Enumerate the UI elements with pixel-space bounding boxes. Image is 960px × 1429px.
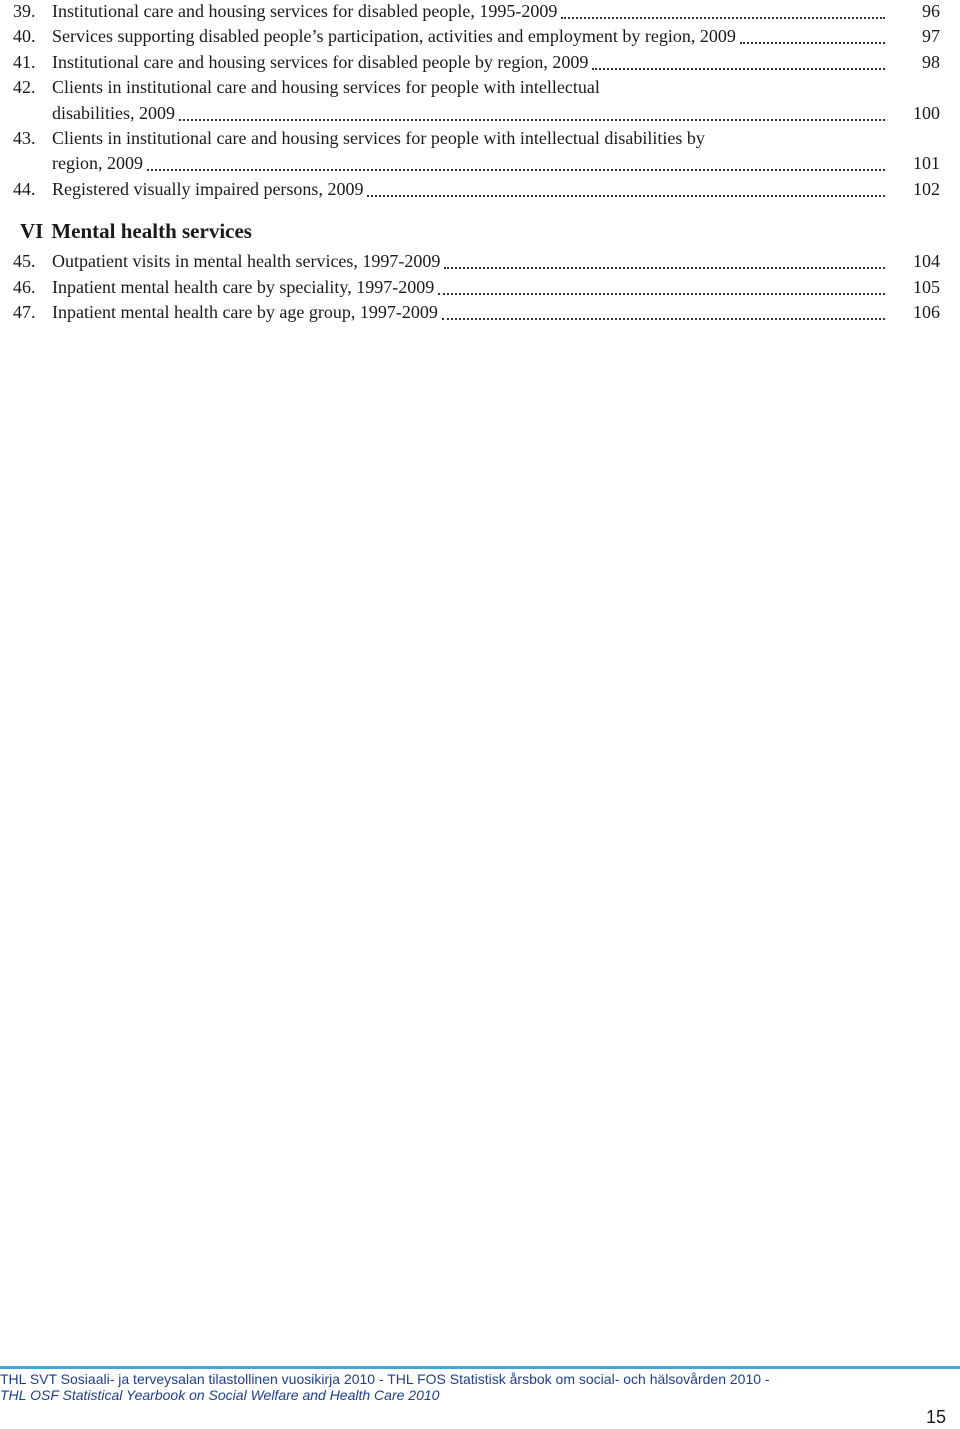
toc-entry[interactable] <box>0 0 960 24</box>
toc-entry[interactable] <box>0 126 960 177</box>
toc-entry-number: 43. <box>13 128 36 148</box>
toc-entry-page-number: 97 <box>922 26 940 47</box>
toc-entry-page-number: 96 <box>922 1 940 21</box>
toc-entry-title: Inpatient mental health care by age group, 1997-2009 <box>52 302 438 322</box>
dot-leader <box>442 318 885 320</box>
toc-entry-page-number: 105 <box>913 276 940 297</box>
section-roman-numeral: VI <box>20 219 44 244</box>
toc-entry-title: Institutional care and housing services for disabled people, 1995-2009 <box>52 1 558 21</box>
toc-entry-title: region, 2009 <box>52 153 143 174</box>
toc-entry[interactable] <box>0 275 960 300</box>
toc-entry-page-number: 100 <box>913 102 940 123</box>
toc-entry[interactable] <box>0 75 960 126</box>
footer-publication-title-line-1: THL SVT Sosiaali- ja terveysalan tilastollinen vuosikirja 2010 - THL FOS Statistisk årsbok om social- och hälsovården 2010 - <box>0 1371 770 1387</box>
dot-leader <box>561 17 885 19</box>
dot-leader <box>592 68 885 70</box>
toc-entry-number: 44. <box>13 178 36 199</box>
toc-entry-page-number: 98 <box>922 51 940 72</box>
toc-entry[interactable] <box>0 300 960 325</box>
toc-entry-page-number: 106 <box>913 302 940 322</box>
toc-entry-title: Inpatient mental health care by speciality, 1997-2009 <box>52 276 435 297</box>
footer-divider <box>0 1366 960 1369</box>
dot-leader <box>367 195 885 197</box>
toc-entry-title: Services supporting disabled people’s participation, activities and employment by region, 2009 <box>52 26 736 47</box>
toc-entry-number: 42. <box>13 77 36 98</box>
toc-entry[interactable] <box>0 249 960 274</box>
dot-leader <box>438 293 885 295</box>
toc-entry-page-number: 101 <box>913 153 940 174</box>
page-number: 15 <box>925 1407 946 1427</box>
toc-entry-title: Outpatient visits in mental health services, 1997-2009 <box>52 251 441 272</box>
toc-entry-number: 40. <box>13 26 36 47</box>
dot-leader <box>444 267 885 269</box>
toc-entry-number: 47. <box>13 302 36 322</box>
toc-entry-number: 41. <box>13 51 36 72</box>
toc-entry-page-number: 104 <box>913 251 940 272</box>
footer-publication-title-line-2: THL OSF Statistical Yearbook on Social Welfare and Health Care 2010 <box>0 1387 440 1403</box>
toc-entry-title: disabilities, 2009 <box>52 102 175 123</box>
dot-leader <box>740 42 885 44</box>
toc-entry[interactable] <box>0 50 960 75</box>
toc-entry-title: Registered visually impaired persons, 2009 <box>52 178 364 199</box>
toc-entry-number: 45. <box>13 251 36 272</box>
dot-leader <box>179 119 885 121</box>
toc-entry-number: 39. <box>13 1 36 21</box>
toc-entry-page-number: 102 <box>913 178 940 199</box>
toc-entry-number: 46. <box>13 276 36 297</box>
section-title: Mental health services <box>51 219 252 244</box>
toc-entry-title: Institutional care and housing services for disabled people by region, 2009 <box>52 51 589 72</box>
toc-entry[interactable] <box>0 177 960 202</box>
toc-entry[interactable] <box>0 24 960 49</box>
toc-entry-title: Clients in institutional care and housing services for people with intellectual <box>52 77 600 98</box>
toc-entry-title: Clients in institutional care and housing services for people with intellectual disabilities by <box>52 128 705 148</box>
section-heading <box>20 218 252 244</box>
dot-leader <box>147 169 885 171</box>
